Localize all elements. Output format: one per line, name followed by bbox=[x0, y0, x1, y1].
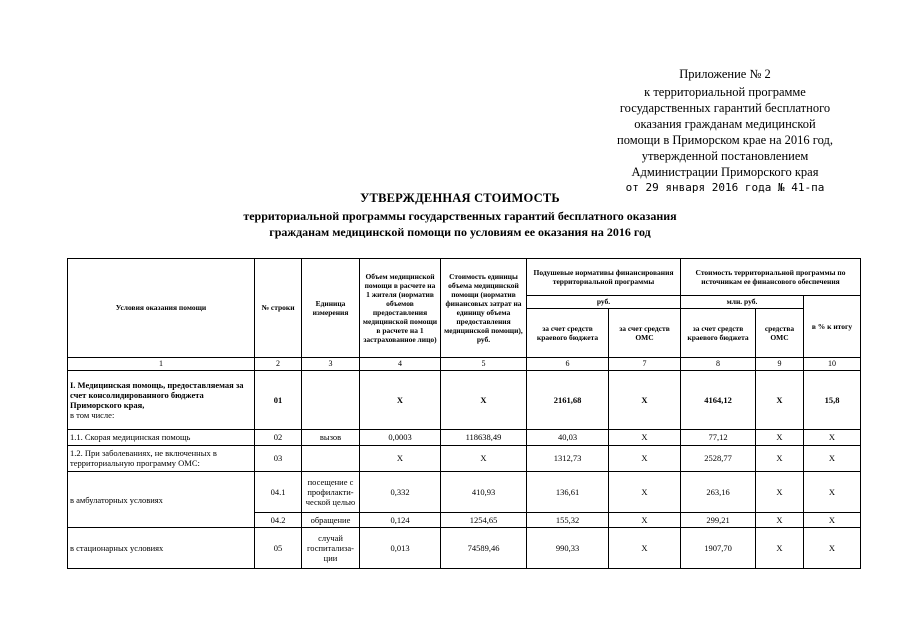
row-number: 04.1 bbox=[255, 472, 302, 513]
table-row bbox=[68, 445, 861, 472]
row-number: 03 bbox=[255, 445, 302, 472]
row-condition: в амбулаторных условиях bbox=[68, 472, 255, 528]
column-number: 3 bbox=[302, 357, 360, 370]
appendix-line: к территориальной программе bbox=[644, 85, 806, 99]
row-volume: 0,124 bbox=[360, 512, 441, 527]
table-row bbox=[68, 430, 861, 445]
row-unit: посещение с профилакти-ческой целью bbox=[302, 472, 360, 513]
row-number: 05 bbox=[255, 528, 302, 569]
row-total-percent: X bbox=[804, 472, 861, 513]
row-total-regional: 4164,12 bbox=[681, 371, 756, 430]
row-total-percent: 15,8 bbox=[804, 371, 861, 430]
row-total-regional: 1907,70 bbox=[681, 528, 756, 569]
appendix-line: утвержденной постановлением bbox=[641, 149, 809, 163]
row-per-capita-oms: X bbox=[609, 430, 681, 445]
row-per-capita-oms: X bbox=[609, 445, 681, 472]
row-unit: обращение bbox=[302, 512, 360, 527]
row-total-regional: 2528,77 bbox=[681, 445, 756, 472]
row-volume: 0,0003 bbox=[360, 430, 441, 445]
appendix-date: от 29 января 2016 года № 41-па bbox=[625, 181, 825, 194]
column-number: 5 bbox=[441, 357, 527, 370]
header-per-capita-regional: за счет средств краевого бюджета bbox=[527, 308, 609, 357]
table-row bbox=[68, 472, 861, 513]
row-number: 01 bbox=[255, 371, 302, 430]
row-number: 02 bbox=[255, 430, 302, 445]
row-total-oms: X bbox=[756, 371, 804, 430]
row-volume: X bbox=[360, 371, 441, 430]
row-condition: в стационарных условиях bbox=[68, 528, 255, 569]
header-total-percent: в % к итогу bbox=[804, 295, 861, 357]
header-total-oms: средства ОМС bbox=[756, 308, 804, 357]
document-subtitle-1: территориальной программы государственных гарантий бесплатного оказания bbox=[243, 209, 677, 223]
header-per-capita-unit: руб. bbox=[527, 295, 681, 308]
row-unit: случай госпитализа-ции bbox=[302, 528, 360, 569]
column-number: 8 bbox=[681, 357, 756, 370]
row-unit: вызов bbox=[302, 430, 360, 445]
row-per-capita-oms: X bbox=[609, 371, 681, 430]
table-row bbox=[68, 371, 861, 430]
appendix-line: помощи в Приморском крае на 2016 год, bbox=[617, 133, 833, 147]
row-total-regional: 77,12 bbox=[681, 430, 756, 445]
row-volume: X bbox=[360, 445, 441, 472]
row-unit bbox=[302, 445, 360, 472]
document-subtitle-2: гражданам медицинской помощи по условиям ее оказания на 2016 год bbox=[269, 225, 651, 239]
column-number: 4 bbox=[360, 357, 441, 370]
row-unit-cost: 1254,65 bbox=[441, 512, 527, 527]
header-total-regional: за счет средств краевого бюджета bbox=[681, 308, 756, 357]
header-total-cost-unit: млн. руб. bbox=[681, 295, 804, 308]
column-number: 10 bbox=[804, 357, 861, 370]
appendix-line: Администрации Приморского края bbox=[631, 165, 819, 179]
row-unit-cost: 74589,46 bbox=[441, 528, 527, 569]
table-row bbox=[68, 528, 861, 569]
row-per-capita-regional: 1312,73 bbox=[527, 445, 609, 472]
row-total-oms: X bbox=[756, 472, 804, 513]
row-total-regional: 263,16 bbox=[681, 472, 756, 513]
column-number: 9 bbox=[756, 357, 804, 370]
row-unit-cost: X bbox=[441, 371, 527, 430]
row-condition: 1.1. Скорая медицинская помощь bbox=[68, 430, 255, 445]
header-unit: Единица измерения bbox=[302, 259, 360, 358]
row-unit-cost: X bbox=[441, 445, 527, 472]
row-unit-cost: 410,93 bbox=[441, 472, 527, 513]
row-total-oms: X bbox=[756, 430, 804, 445]
header-unit-cost: Стоимость единицы объема медицинской помощи (норматив финансовых затрат на единицу объема предоставления медицинской помощи), руб. bbox=[441, 259, 527, 358]
column-number: 6 bbox=[527, 357, 609, 370]
row-number: 04.2 bbox=[255, 512, 302, 527]
row-total-regional: 299,21 bbox=[681, 512, 756, 527]
document-title: УТВЕРЖДЕННАЯ СТОИМОСТЬ bbox=[360, 191, 560, 205]
row-per-capita-regional: 40,03 bbox=[527, 430, 609, 445]
row-per-capita-regional: 155,32 bbox=[527, 512, 609, 527]
row-total-percent: X bbox=[804, 430, 861, 445]
row-per-capita-regional: 990,33 bbox=[527, 528, 609, 569]
row-per-capita-oms: X bbox=[609, 512, 681, 527]
row-per-capita-oms: X bbox=[609, 472, 681, 513]
row-volume: 0,013 bbox=[360, 528, 441, 569]
cost-table bbox=[67, 258, 861, 569]
header-volume: Объем медицинской помощи в расчете на 1 жителя (норматив объемов предоставления медицинской помощи в расчете на 1 застрахованное лицо) bbox=[360, 259, 441, 358]
row-condition-title: I. Медицинская помощь, предоставляемая за счет консолидированного бюджета Приморского края, bbox=[70, 380, 244, 411]
header-row-no: № строки bbox=[255, 259, 302, 358]
header-conditions: Условия оказания помощи bbox=[68, 259, 255, 358]
header-per-capita: Подушевые нормативы финансирования территориальной программы bbox=[527, 259, 681, 296]
row-volume: 0,332 bbox=[360, 472, 441, 513]
row-total-oms: X bbox=[756, 512, 804, 527]
column-number: 1 bbox=[68, 357, 255, 370]
column-number: 2 bbox=[255, 357, 302, 370]
row-unit-cost: 118638,49 bbox=[441, 430, 527, 445]
appendix-block bbox=[585, 66, 865, 196]
row-condition-note: в том числе: bbox=[70, 410, 115, 421]
row-total-oms: X bbox=[756, 445, 804, 472]
appendix-line: оказания гражданам медицинской bbox=[634, 117, 816, 131]
header-per-capita-oms: за счет средств ОМС bbox=[609, 308, 681, 357]
appendix-title: Приложение № 2 bbox=[679, 67, 771, 81]
row-unit bbox=[302, 371, 360, 430]
row-per-capita-oms: X bbox=[609, 528, 681, 569]
column-number: 7 bbox=[609, 357, 681, 370]
row-per-capita-regional: 136,61 bbox=[527, 472, 609, 513]
row-per-capita-regional: 2161,68 bbox=[527, 371, 609, 430]
row-total-percent: X bbox=[804, 512, 861, 527]
header-total-cost: Стоимость территориальной программы по источникам ее финансового обеспечения bbox=[681, 259, 861, 296]
row-total-oms: X bbox=[756, 528, 804, 569]
row-condition bbox=[68, 371, 255, 430]
row-total-percent: X bbox=[804, 445, 861, 472]
appendix-line: государственных гарантий бесплатного bbox=[619, 101, 831, 115]
document-title-block bbox=[200, 190, 720, 240]
row-condition: 1.2. При заболеваниях, не включенных в территориальную программу ОМС: bbox=[68, 445, 255, 472]
row-total-percent: X bbox=[804, 528, 861, 569]
